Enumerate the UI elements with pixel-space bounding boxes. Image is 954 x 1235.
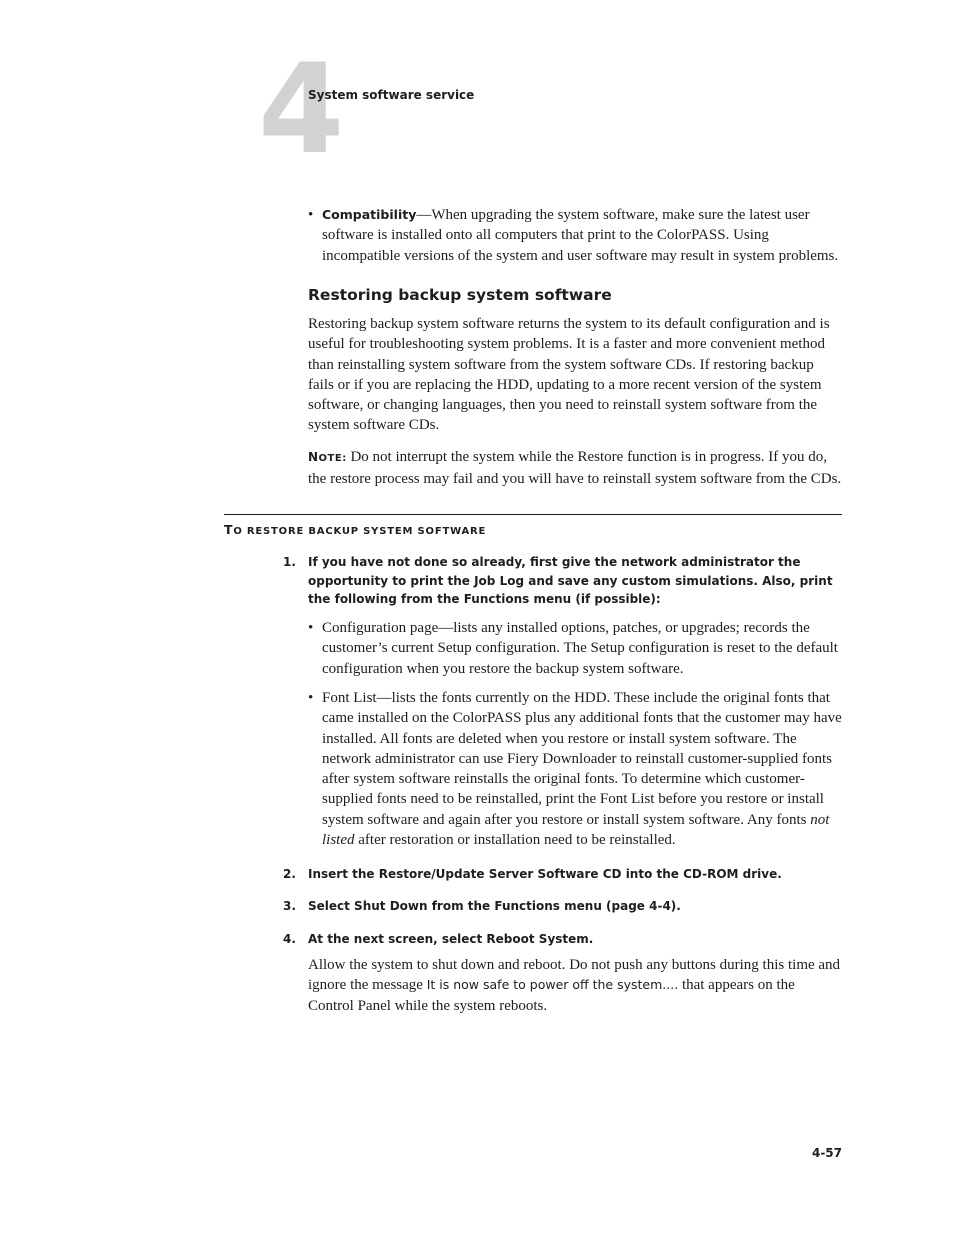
step-number: 3. [283, 899, 296, 913]
detail-text: Allow the system to shut down and reboot. Do not push any buttons during this time and ignore the message [308, 957, 841, 994]
bullet-text: Configuration page—lists any installed options, patches, or upgrades; records the customer’s current Setup configuration. The Setup configuration is reset to the default configuration when you restore the backup system software. [322, 620, 838, 677]
system-message: It is now safe to power off the system.... [426, 977, 679, 993]
procedure-divider [224, 514, 842, 515]
bullet-text: Font List—lists the fonts currently on the HDD. These include the original fonts that came installed on the ColorPASS plus any additional fonts that the customer may have installed. All fonts are deleted when you restore or install system software. The network administrator can use Fiery Downloader to reinstall customer-supplied fonts after system software reinstalls the original fonts. To determine which customer-supplied fonts need to be reinstalled, print the Font List before you restore or install system software and again after you restore or install system software. Any fonts [322, 690, 842, 828]
section-paragraph: Restoring backup system software returns the system to its default configuration and is useful for troubleshooting system problems. It is a faster and more convenient method than reinstalling system software from the system software CDs. If restoring backup fails or if you are replacing the HDD, updating to a more recent version of the system software, or changing languages, then you need to reinstall system software from the system software CDs. [308, 316, 830, 434]
note-paragraph [308, 447, 843, 490]
compatibility-bullet [308, 205, 843, 266]
detail-text-after: that appears on the Control Panel while the system reboots. [308, 977, 795, 1014]
step-number: 2. [283, 867, 296, 881]
step-2 [283, 865, 848, 884]
running-head: System software service [308, 88, 475, 102]
step-text: If you have not done so already, first give the network administrator the opportunity to print the Job Log and save any custom simulations. Also, print the following from the Functions menu (if possible): [308, 555, 833, 606]
procedure-title: TO RESTORE BACKUP SYSTEM SOFTWARE [224, 522, 487, 537]
step-number: 1. [283, 555, 296, 569]
compatibility-text: —When upgrading the system software, make sure the latest user software is installed onto all computers that print to the ColorPASS. Using incompatible versions of the system and user software may result in system problems. [322, 207, 839, 264]
bullet-dot: • [308, 690, 314, 706]
chapter-number: 4 [258, 38, 341, 182]
step-3 [283, 897, 848, 916]
note-label: NOTE: [308, 450, 347, 464]
step-1 [283, 553, 848, 609]
bullet-emphasis: not listed [322, 811, 830, 849]
configuration-page-bullet [308, 618, 843, 679]
note-text: Do not interrupt the system while the Restore function is in progress. If you do, the restore process may fail and you will have to reinstall system software from the CDs. [308, 449, 842, 488]
section-heading: Restoring backup system software [308, 286, 612, 304]
bullet-text-after: after restoration or installation need to be reinstalled. [358, 832, 676, 849]
compatibility-term: Compatibility [322, 207, 417, 222]
page-number: 4-57 [811, 1146, 842, 1160]
step-text: At the next screen, select Reboot System. [308, 932, 594, 946]
step-4-detail [308, 955, 843, 1016]
font-list-bullet [308, 688, 843, 850]
bullet-dot: • [308, 620, 314, 636]
step-number: 4. [283, 932, 296, 946]
bullet-dot: • [308, 207, 314, 223]
step-text: Select Shut Down from the Functions menu (page 4-4). [308, 899, 681, 913]
step-4 [283, 930, 848, 949]
step-text: Insert the Restore/Update Server Software CD into the CD-ROM drive. [308, 867, 782, 881]
